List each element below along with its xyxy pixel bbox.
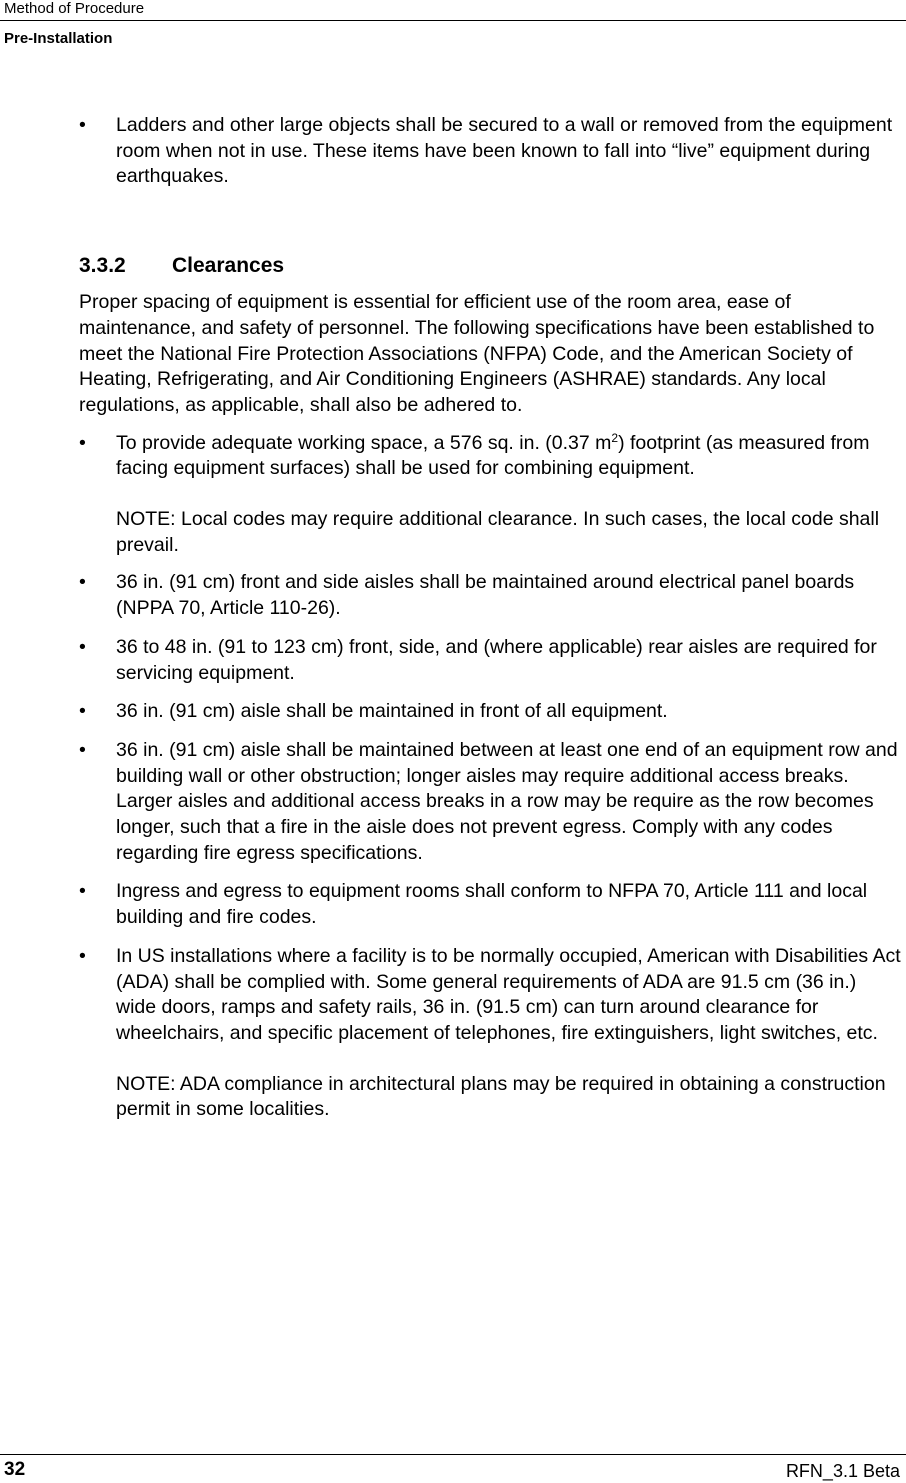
note-ada-compliance: NOTE: ADA compliance in architectural plans may be required in obtaining a construction permit in some localities. bbox=[116, 1072, 886, 1121]
bullet-text: 36 in. (91 cm) aisle shall be maintained in front of all equipment. bbox=[116, 700, 668, 723]
section-number: 3.3.2 bbox=[79, 254, 126, 278]
bullet-text: 36 to 48 in. (91 to 123 cm) front, side, and (where applicable) rear aisles are required for servicing equipment. bbox=[116, 635, 877, 684]
bullet-dot: • bbox=[79, 114, 86, 136]
bullet-front-aisle bbox=[79, 699, 901, 725]
section-title: Clearances bbox=[172, 254, 285, 278]
bullet-text: Ladders and other large objects shall be secured to a wall or removed from the equipment room when not in use. These items have been known to fall into “live” equipment during earthquakes. bbox=[116, 114, 893, 188]
bullet-row-end-aisle bbox=[79, 738, 901, 867]
page-number: 32 bbox=[4, 1459, 26, 1480]
bullet-ada bbox=[79, 944, 901, 1047]
bullet-ingress-egress bbox=[79, 879, 901, 930]
bullet-dot: • bbox=[79, 635, 86, 658]
bullet-dot: • bbox=[79, 571, 86, 594]
bullet-text: In US installations where a facility is to be normally occupied, American with Disabilities Act (ADA) shall be complied with. Some general requirements of ADA are 91.5 cm (36 in.) wide doors, ramps and safety rails, 36 in. (91.5 cm) can turn around clearance for wheelchairs, and specific placement of telephones, fire extinguishers, light switches, etc. bbox=[116, 944, 901, 1044]
running-header-section: Pre-Installation bbox=[4, 30, 113, 47]
bullet-text: Ingress and egress to equipment rooms shall conform to NFPA 70, Article 111 and local building and fire codes. bbox=[116, 880, 868, 929]
section-heading bbox=[79, 253, 901, 279]
bullet-text: 36 in. (91 cm) front and side aisles shall be maintained around electrical panel boards (NPPA 70, Article 110-26). bbox=[116, 571, 855, 620]
superscript-2: 2 bbox=[611, 430, 619, 445]
document-id: RFN_3.1 Beta bbox=[785, 1461, 900, 1481]
page-body bbox=[79, 113, 901, 1123]
bullet-dot: • bbox=[79, 431, 86, 454]
bullet-panel-boards bbox=[79, 570, 901, 621]
bullet-text: 36 in. (91 cm) aisle shall be maintained between at least one end of an equipment row and building wall or other obstruction; longer aisles may require additional access breaks. Larger aisles and additional access breaks in a row may be require as the row becomes longer, such that a fire in the aisle does not prevent egress. Comply with any codes regarding fire egress specifications. bbox=[116, 738, 898, 864]
bullet-servicing-aisles bbox=[79, 635, 901, 686]
section-paragraph: Proper spacing of equipment is essential for efficient use of the room area, ease of maintenance, and safety of personnel. The following specifications have been established to meet the National Fire Protection Associations (NFPA) Code, and the American Society of Heating, Refrigerating, and Air Conditioning Engineers (ASHRAE) standards. Any local regulations, as applicable, shall also be adhered to. bbox=[79, 291, 875, 416]
bullet-dot: • bbox=[79, 880, 86, 903]
running-header-title: Method of Procedure bbox=[4, 0, 145, 17]
bullet-text-part2: ) footprint (as measured from facing equipment surfaces) shall be used for combining equipment. bbox=[116, 431, 870, 480]
bullet-dot: • bbox=[79, 944, 86, 967]
bullet-dot: • bbox=[79, 738, 86, 761]
header-divider bbox=[0, 20, 906, 21]
bullet-text-part1: To provide adequate working space, a 576 sq. in. (0.37 m bbox=[116, 431, 612, 454]
bullet-ladders bbox=[79, 113, 901, 190]
bullet-dot: • bbox=[79, 700, 86, 723]
note-local-codes: NOTE: Local codes may require additional clearance. In such cases, the local code shall prevail. bbox=[116, 508, 880, 556]
footer-divider bbox=[0, 1454, 906, 1455]
bullet-footprint bbox=[79, 431, 901, 482]
